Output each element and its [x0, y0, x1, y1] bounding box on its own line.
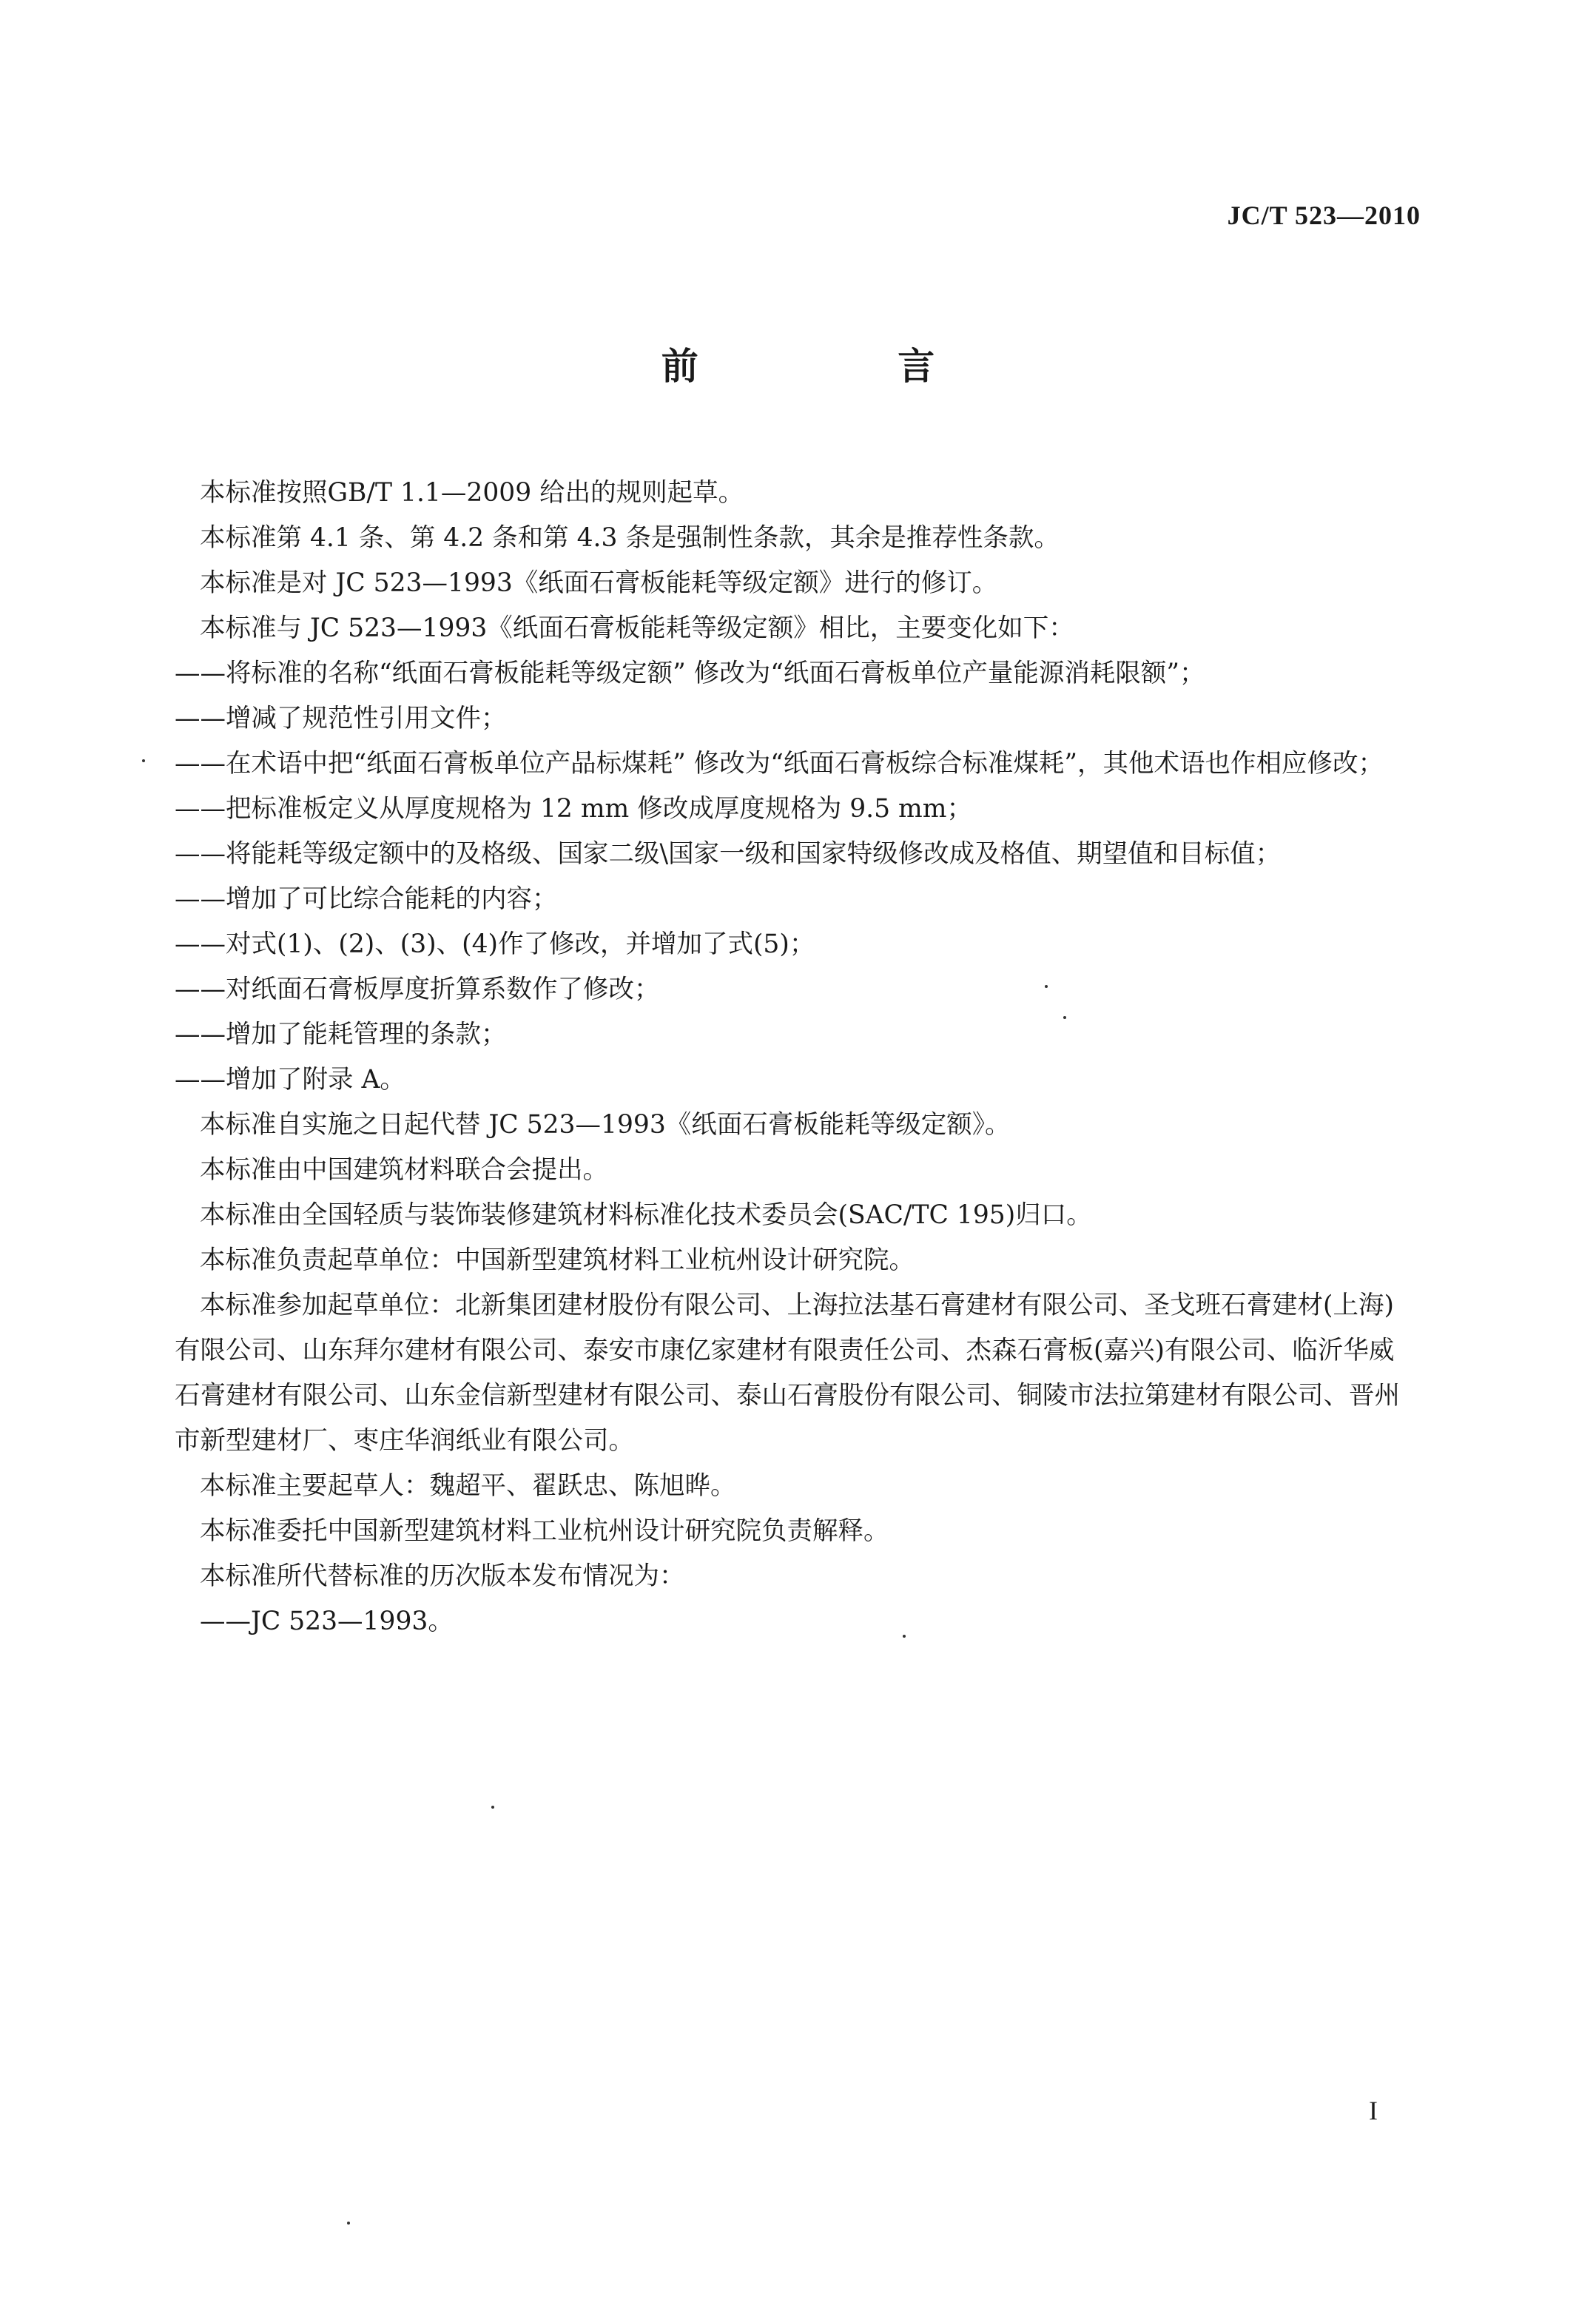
scan-speck — [347, 2222, 350, 2225]
change-item: ——增减了规范性引用文件； — [175, 704, 507, 733]
paragraph-drafting-rules: 本标准按照GB/T 1.1—2009 给出的规则起草。 — [200, 478, 744, 508]
change-item: ——在术语中把“纸面石膏板单位产品标煤耗” 修改为“纸面石膏板综合标准煤耗”，其他术语也作相应修改； — [175, 749, 1384, 779]
paragraph-revision: 本标准是对 JC 523—1993《纸面石膏板能耗等级定额》进行的修订。 — [200, 568, 998, 598]
standard-code: JC/T 523—2010 — [1227, 201, 1421, 230]
paragraph-replaces: 本标准自实施之日起代替 JC 523—1993《纸面石膏板能耗等级定额》。 — [200, 1110, 1011, 1140]
change-item: ——增加了可比综合能耗的内容； — [175, 884, 558, 914]
history-item: ——JC 523—1993。 — [200, 1607, 454, 1636]
change-item: ——将能耗等级定额中的及格级、国家二级\国家一级和国家特级修改成及格值、期望值和目标值； — [175, 839, 1282, 869]
change-item: ——把标准板定义从厚度规格为 12 mm 修改成厚度规格为 9.5 mm； — [175, 794, 972, 824]
page-number: I — [1369, 2096, 1378, 2125]
paragraph-main-drafters: 本标准主要起草人：魏超平、翟跃忠、陈旭晔。 — [200, 1471, 736, 1501]
paragraph-history-intro: 本标准所代替标准的历次版本发布情况为： — [200, 1561, 685, 1591]
change-item: ——将标准的名称“纸面石膏板能耗等级定额” 修改为“纸面石膏板单位产量能源消耗限额”； — [175, 659, 1205, 688]
paragraph-changes-intro: 本标准与 JC 523—1993《纸面石膏板能耗等级定额》相比，主要变化如下： — [200, 613, 1074, 643]
paragraph-proposed-by: 本标准由中国建筑材料联合会提出。 — [200, 1155, 608, 1185]
scan-speck — [903, 1635, 906, 1638]
foreword-body — [175, 471, 1414, 1644]
scan-speck — [1045, 985, 1048, 988]
change-item: ——对式(1)、(2)、(3)、(4)作了修改，并增加了式(5)； — [175, 929, 815, 959]
paragraph-interpretation: 本标准委托中国新型建筑材料工业杭州设计研究院负责解释。 — [200, 1516, 889, 1546]
scan-speck — [491, 1806, 494, 1809]
change-item: ——增加了能耗管理的条款； — [175, 1020, 507, 1049]
change-item: ——对纸面石膏板厚度折算系数作了修改； — [175, 975, 660, 1004]
scan-speck — [142, 759, 145, 762]
change-item: ——增加了附录 A。 — [175, 1065, 405, 1095]
paragraph-centralized-by: 本标准由全国轻质与装饰装修建筑材料标准化技术委员会(SAC/TC 195)归口。 — [200, 1200, 1092, 1230]
paragraph-mandatory-clauses: 本标准第 4.1 条、第 4.2 条和第 4.3 条是强制性条款，其余是推荐性条款。 — [200, 523, 1060, 553]
scan-speck — [1063, 1016, 1066, 1019]
page-title: 前 言 — [661, 345, 1006, 388]
paragraph-participating-drafters: 本标准参加起草单位：北新集团建材股份有限公司、上海拉法基石膏建材有限公司、圣戈班石膏建材(上海)有限公司、山东拜尔建材有限公司、泰安市康亿家建材有限责任公司、杰森石膏板(嘉兴)有限公司、临沂华威石膏建材有限公司、山东金信新型建材有限公司、泰山石膏股份有限公司、铜陵市法拉第建材有限公司、晋州市新型建材厂、枣庄华润纸业有限公司。 — [175, 1291, 1400, 1456]
paragraph-responsible-drafter: 本标准负责起草单位：中国新型建筑材料工业杭州设计研究院。 — [200, 1245, 915, 1275]
